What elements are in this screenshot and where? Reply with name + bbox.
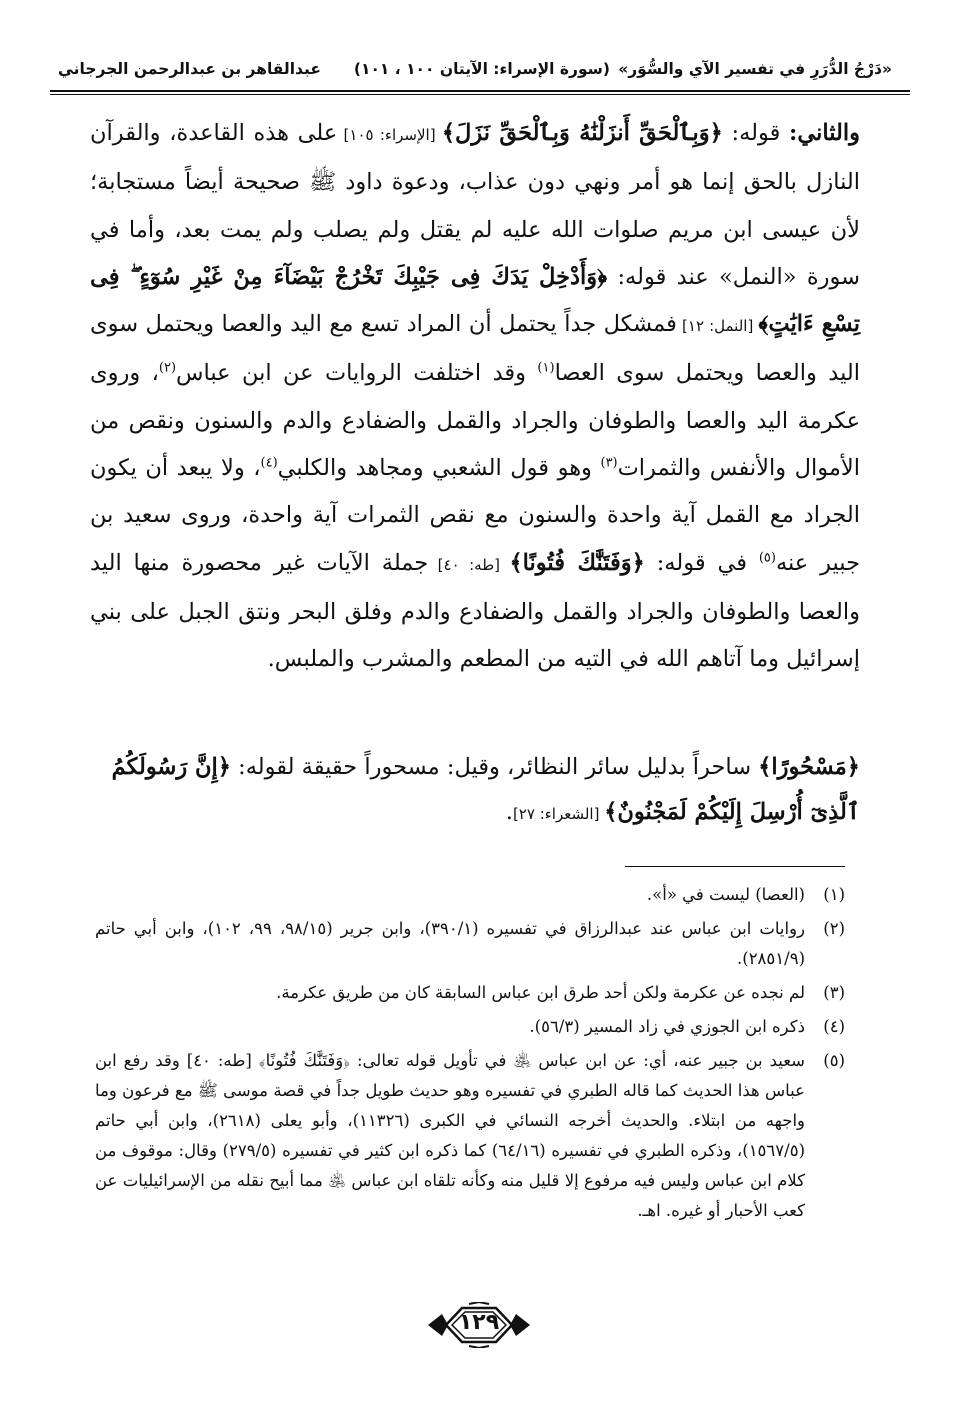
page-number-ornament (424, 1302, 534, 1348)
text-span: قوله: (722, 120, 790, 146)
header-book-title: «دَرْجُ الدُّرَرِ في تفسير الآي والسُّوَر» (618, 60, 892, 78)
text-span: ساحراً بدليل سائر النظائر، وقيل: مسحوراً حقيقة لقوله: (230, 754, 759, 780)
text-span: ، وروى عكرمة اليد والعصا والطوفان والجراد والقمل والضفادع والدم والسنون ونقص من الأموال والأنفس والثمرات (90, 360, 860, 482)
text-span: في قوله: (644, 549, 759, 576)
text-span: . (505, 799, 513, 825)
footnote-text: روايات ابن عباس عند عبدالرزاق في تفسيره (٣٩٠/١)، وابن جرير (٩٨/١٥، ٩٩، ١٠٢)، وابن أبي حاتم (٢٨٥١/٩). (95, 919, 806, 968)
footnote-separator (625, 866, 845, 867)
verse-reference: [الإسراء: ١٠٥] (337, 126, 442, 144)
footnote-number: (٥) (823, 1051, 845, 1070)
main-text (90, 110, 860, 684)
footnote-number: (١) (823, 885, 845, 904)
footnote (95, 978, 845, 1008)
header-rule (50, 90, 910, 92)
verse-reference: [طه: ٤٠] (428, 555, 510, 574)
footnote (95, 1046, 845, 1226)
quran-quote: ﴿وَأَدْخِلْ يَدَكَ فِى جَيْبِكَ تَخْرُجْ بَيْضَآءَ مِنْ غَيْرِ سُوٓءٍ ۖ فِى تِسْعِ ءَايَٰتٍ﴾ (90, 263, 861, 338)
quran-quote: ﴿إِنَّ رَسُولَكُمُ ٱلَّذِىٓ أُرْسِلَ إِلَيْكُمْ لَمَجْنُونٌ﴾ (111, 754, 860, 825)
quran-quote: ﴿وَبِٱلْحَقِّ أَنزَلْنَٰهُ وَبِٱلْحَقِّ نَزَلَ﴾ (441, 120, 723, 146)
footnote-text: (العصا) ليست في «أ». (646, 885, 805, 904)
footnote-marker: (٣) (600, 455, 618, 471)
main-text-2 (90, 745, 860, 837)
quran-quote: ﴿مَسْحُورًا﴾ (758, 754, 860, 780)
text-span: على هذه القاعدة، والقرآن النازل بالحق إنما هو أمر ونهي دون عذاب، ودعوة داود ﷺ صحيحة أيضاً مستجابة؛ لأن عيسى ابن مريم صلوات الله عليه لم يقتل ولم يصلب ولم يمت بعد، وأما في سورة «النمل» عند قوله: (90, 120, 860, 290)
footnote-marker: (٢) (158, 360, 177, 376)
footnote-text: سعيد بن جبير عنه، أي: عن ابن عباس ﵁ في تأويل قوله تعالى: ﴿وَفَتَنَّٰكَ فُتُونًا﴾ [طه: ٤٠] وقد رفع ابن عباس هذا الحديث كما قاله الطبري في تفسيره وهو حديث طويل جداً في قصة موسى ﷺ مع فرعون وما واجهه من ابتلاء. والحديث أخرجه النسائي في الكبرى (١١٣٢٦)، وأبو يعلى (٢٦١٨)، وابن أبي حاتم (١٥٦٧/٥)، وذكره الطبري في تفسيره (٦٤/١٦) كما ذكره ابن كثير في تفسيره (٢٧٩/٥) وقال: موقوف من كلام ابن عباس وليس فيه مرفوع إلا قليل منه وكأنه تلقاه ابن عباس ﵁ مما أبيح نقله من الإسرائيليات عن كعب الأحبار أو غيره. اهـ. (95, 1051, 805, 1220)
header-author: عبدالقاهر بن عبدالرحمن الجرجاني (58, 60, 321, 78)
lead-word: والثاني: (789, 120, 860, 146)
text-span: جملة الآيات غير محصورة منها اليد والعصا والطوفان والجراد والقمل والضفادع والدم وفلق البحر ونتق الجبل على بني إسرائيل وما آتاهم الله في التيه من المطعم والمشرب والملبس. (90, 549, 860, 673)
verse-reference: [الشعراء: ٢٧] (512, 805, 605, 823)
running-header (50, 52, 900, 92)
footnote-marker: (٥) (758, 550, 776, 566)
footnote-marker: (٤) (260, 455, 278, 471)
text-span: وقد اختلفت الروايات عن ابن عباس (176, 360, 538, 387)
footnote (95, 880, 845, 910)
footnote-text: لم نجده عن عكرمة ولكن أحد طرق ابن عباس السابقة كان من طريق عكرمة. (276, 983, 805, 1002)
paragraph-2 (90, 745, 860, 837)
header-surah-verses: (سورة الإسراء: الآيتان ١٠٠ ، ١٠١) (353, 60, 610, 78)
footnotes (95, 880, 845, 1230)
verse-reference: [النمل: ١٢] (676, 317, 759, 336)
footnote-number: (٣) (823, 983, 845, 1002)
footnote (95, 1012, 845, 1042)
footnote-number: (٤) (823, 1017, 845, 1036)
text-span: فمشكل جداً يحتمل أن المراد تسع مع اليد والعصا ويحتمل سوى اليد والعصا ويحتمل سوى العصا (90, 311, 860, 387)
paragraph-1 (90, 110, 860, 684)
quran-quote: ﴿وَفَتَنَّٰكَ فُتُونًا﴾ (509, 549, 645, 576)
page-number: ١٢٩ (458, 1310, 500, 1335)
header-rule-thin (50, 94, 910, 95)
footnote-marker: (١) (537, 360, 555, 376)
footnote-number: (٢) (823, 919, 845, 938)
footnote (95, 914, 845, 974)
footnote-text: ذكره ابن الجوزي في زاد المسير (٥٦/٣). (529, 1017, 805, 1036)
text-span: وهو قول الشعبي ومجاهد والكلبي (277, 455, 601, 482)
text-span: ، ولا يبعد أن يكون الجراد مع القمل آية واحدة والسنون مع نقص الثمرات آية واحدة، وروى سعيد بن جبير عنه (90, 455, 860, 576)
